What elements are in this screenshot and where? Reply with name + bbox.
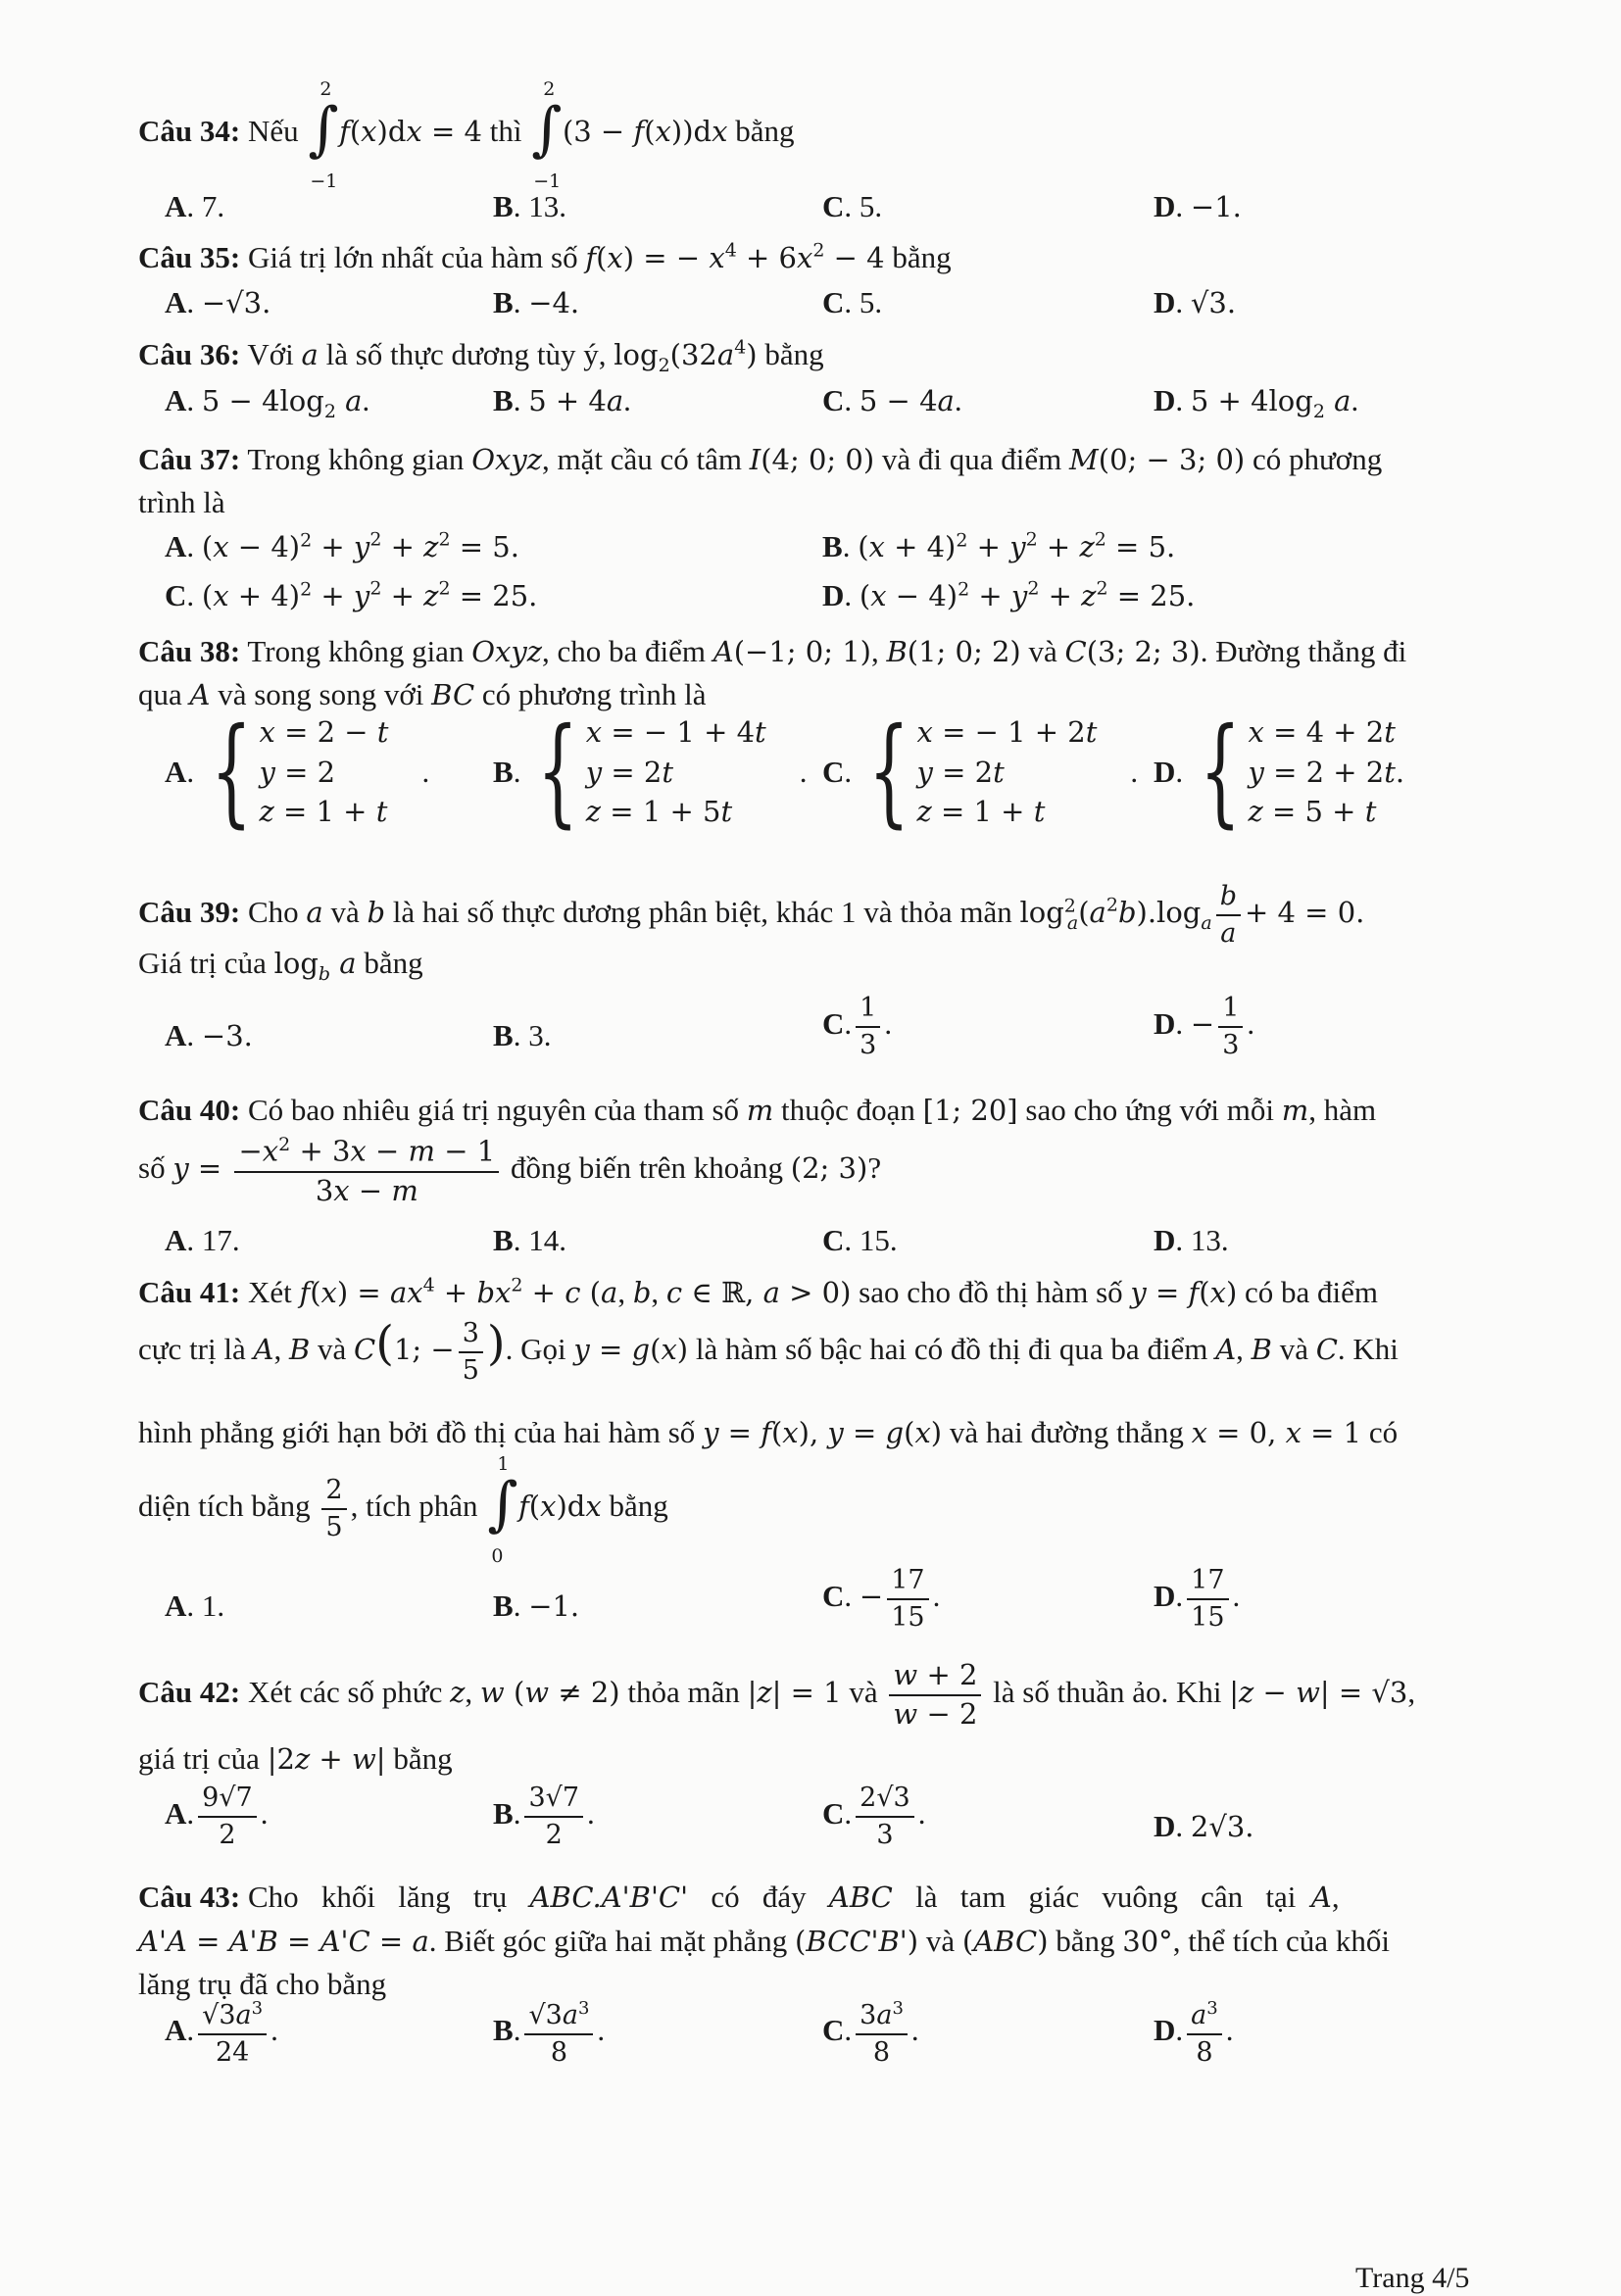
option-40-a[interactable]: A. 17. xyxy=(165,1223,240,1257)
option-36-c[interactable]: C. 5 − 4a. xyxy=(822,383,962,417)
question-label: Câu 38: xyxy=(138,634,241,668)
option-42-a[interactable]: A. $\frac{9√7}{2}$ . xyxy=(165,1783,269,1850)
option-34-d[interactable]: D. −1. xyxy=(1154,189,1242,223)
option-35-a[interactable]: A. −√3. xyxy=(165,285,271,319)
question-43: Câu 43: Cho khối lăng trụ ABC.A'B'C' có đáy ABC là tam giác vuông cân tại A, xyxy=(138,1880,1340,1914)
question-43-line-3: lăng trụ đã cho bằng xyxy=(138,1967,387,2001)
question-39: Câu 39: Cho a và b là hai số thực dương phân biệt, khác 1 và thỏa mãn $\log^2_a(a^2b).\log_a$ $\frac{b}{a}$ + 4 = 0. xyxy=(138,881,1365,949)
option-42-b[interactable]: B. $\frac{3√7}{2}$ . xyxy=(493,1783,595,1850)
option-37-d[interactable]: D. $(x - 4)^2 + y^2 + z^2 = 25$. xyxy=(822,577,1196,612)
option-43-a[interactable]: A. $\frac{√3a^3}{24}$ . xyxy=(165,1998,278,2068)
question-label: Câu 43: xyxy=(138,1880,241,1914)
option-41-c[interactable]: C. − $\frac{17}{15}$ . xyxy=(822,1565,941,1633)
option-40-b[interactable]: B. 14. xyxy=(493,1223,566,1257)
question-label: Câu 34: xyxy=(138,114,241,149)
integral-sign: 1 ∫ 0 xyxy=(487,1453,518,1567)
option-41-b[interactable]: B. −1. xyxy=(493,1588,580,1623)
question-39-line-2: Giá trị của $\log_b a$ bằng xyxy=(138,946,423,985)
option-38-d[interactable]: D . { x = 4 + 2t y = 2 + 2t. z = 5 + t xyxy=(1154,704,1405,840)
question-38: Câu 38: Trong không gian Oxyz, cho ba điểm A(−1; 0; 1), B(1; 0; 2) và C(3; 2; 3). Đường thẳng đi xyxy=(138,634,1407,668)
question-42-line-2: giá trị của |2z + w| bằng xyxy=(138,1741,453,1776)
option-37-c[interactable]: C. $(x + 4)^2 + y^2 + z^2 = 25$. xyxy=(165,577,538,612)
option-36-b[interactable]: B. 5 + 4a. xyxy=(493,383,631,417)
option-39-d[interactable]: D. − $\frac{1}{3}$ . xyxy=(1154,993,1255,1060)
question-label: Câu 35: xyxy=(138,240,241,274)
question-38-line-2: qua A và song song với BC có phương trình là xyxy=(138,677,707,711)
question-43-line-2: A'A = A'B = A'C = a. Biết góc giữa hai mặt phẳng (BCC'B') và (ABC) bằng 30°, thể tích của khối xyxy=(138,1924,1390,1958)
question-37: Câu 37: Trong không gian Oxyz, mặt cầu có tâm I(4; 0; 0) và đi qua điểm M(0; − 3; 0) có phương xyxy=(138,442,1383,476)
option-34-b[interactable]: B. 13. xyxy=(493,189,566,223)
question-41-line-3: hình phẳng giới hạn bởi đồ thị của hai hàm số y = f(x), y = g(x) và hai đường thẳng x = 0, x = 1 có xyxy=(138,1415,1399,1449)
option-37-a[interactable]: A. $(x - 4)^2 + y^2 + z^2 = 5$. xyxy=(165,528,519,563)
question-36: Câu 36: Với a là số thực dương tùy ý, $\log_2(32a^4)$ bằng xyxy=(138,336,824,376)
option-38-a[interactable]: A . { x = 2 − t y = 2 z = 1 + t . xyxy=(165,704,430,840)
question-35: Câu 35: Giá trị lớn nhất của hàm số f(x) = − $x^4 + 6x^2 - 4$ bằng xyxy=(138,239,952,274)
option-36-a[interactable]: A. $5 - 4\log_2$ a. xyxy=(165,383,370,422)
option-38-b[interactable]: B . { x = − 1 + 4t y = 2t z = 1 + 5t . xyxy=(493,704,808,840)
option-40-c[interactable]: C. 15. xyxy=(822,1223,898,1257)
question-label: Câu 40: xyxy=(138,1093,241,1127)
question-41-line-4: diện tích bằng $\frac{2}{5}$ , tích phân 1 ∫ 0 f(x)dx bằng xyxy=(138,1453,668,1567)
option-43-b[interactable]: B. $\frac{√3a^3}{8}$ . xyxy=(493,1998,606,2068)
option-39-c[interactable]: C. $\frac{1}{3}$ . xyxy=(822,993,893,1060)
option-43-d[interactable]: D. $\frac{a^3}{8}$ . xyxy=(1154,1998,1234,2068)
question-41: Câu 41: Xét $f(x) = ax^4 + bx^2 + c$ (a, b, c ∈ ℝ, a > 0) sao cho đồ thị hàm số y = f(x) có ba điểm xyxy=(138,1274,1379,1309)
option-35-b[interactable]: B. −4. xyxy=(493,285,580,319)
option-39-b[interactable]: B. 3. xyxy=(493,1018,552,1052)
option-35-c[interactable]: C. 5. xyxy=(822,285,883,319)
option-41-a[interactable]: A. 1. xyxy=(165,1588,225,1623)
question-41-line-2: cực trị là A, B và C(1; − $\frac{3}{5}$ ). Gọi y = g(x) là hàm số bậc hai có đồ thị đi qua ba điểm A, B và C. Khi xyxy=(138,1315,1399,1386)
question-label: Câu 39: xyxy=(138,894,241,929)
option-40-d[interactable]: D. 13. xyxy=(1154,1223,1229,1257)
question-label: Câu 42: xyxy=(138,1675,241,1709)
option-36-d[interactable]: D. $5 + 4\log_2$ a. xyxy=(1154,383,1359,422)
question-40: Câu 40: Có bao nhiêu giá trị nguyên của tham số m thuộc đoạn [1; 20] sao cho ứng với mỗi m, hàm xyxy=(138,1093,1377,1127)
option-42-c[interactable]: C. $\frac{2√3}{3}$ . xyxy=(822,1783,926,1850)
question-34: Câu 34: Nếu 2 ∫ −1 f(x)dx = 4 thì 2 ∫ −1 (3 − f(x))dx bằng xyxy=(138,78,795,192)
option-34-a[interactable]: A. 7. xyxy=(165,189,225,223)
option-39-a[interactable]: A. −3. xyxy=(165,1018,253,1052)
question-42: Câu 42: Xét các số phức z, w (w ≠ 2) thỏa mãn |z| = 1 và $\frac{w + 2}{w - 2}$ là số thuần ảo. Khi |z − w| = √3, xyxy=(138,1658,1416,1731)
option-34-c[interactable]: C. 5. xyxy=(822,189,883,223)
option-41-d[interactable]: D. $\frac{17}{15}$ . xyxy=(1154,1565,1241,1633)
option-37-b[interactable]: B. $(x + 4)^2 + y^2 + z^2 = 5$. xyxy=(822,528,1176,563)
question-37-line-2: trình là xyxy=(138,485,225,519)
question-label: Câu 36: xyxy=(138,337,241,371)
option-42-d[interactable]: D. 2√3. xyxy=(1154,1809,1254,1843)
page-number: Trang 4/5 xyxy=(1355,2262,1470,2294)
integral-sign: 2 ∫ −1 xyxy=(308,78,339,192)
question-label: Câu 37: xyxy=(138,442,241,476)
option-35-d[interactable]: D. √3. xyxy=(1154,285,1237,319)
option-43-c[interactable]: C. $\frac{3a^3}{8}$ . xyxy=(822,1998,919,2068)
option-38-c[interactable]: C . { x = − 1 + 2t y = 2t z = 1 + t . xyxy=(822,704,1139,840)
question-label: Câu 41: xyxy=(138,1275,241,1309)
integral-sign: 2 ∫ −1 xyxy=(531,78,563,192)
question-40-line-2: số y = $\frac{-x^2 + 3x - m - 1}{3x - m}$ đồng biến trên khoảng (2; 3)? xyxy=(138,1134,882,1207)
